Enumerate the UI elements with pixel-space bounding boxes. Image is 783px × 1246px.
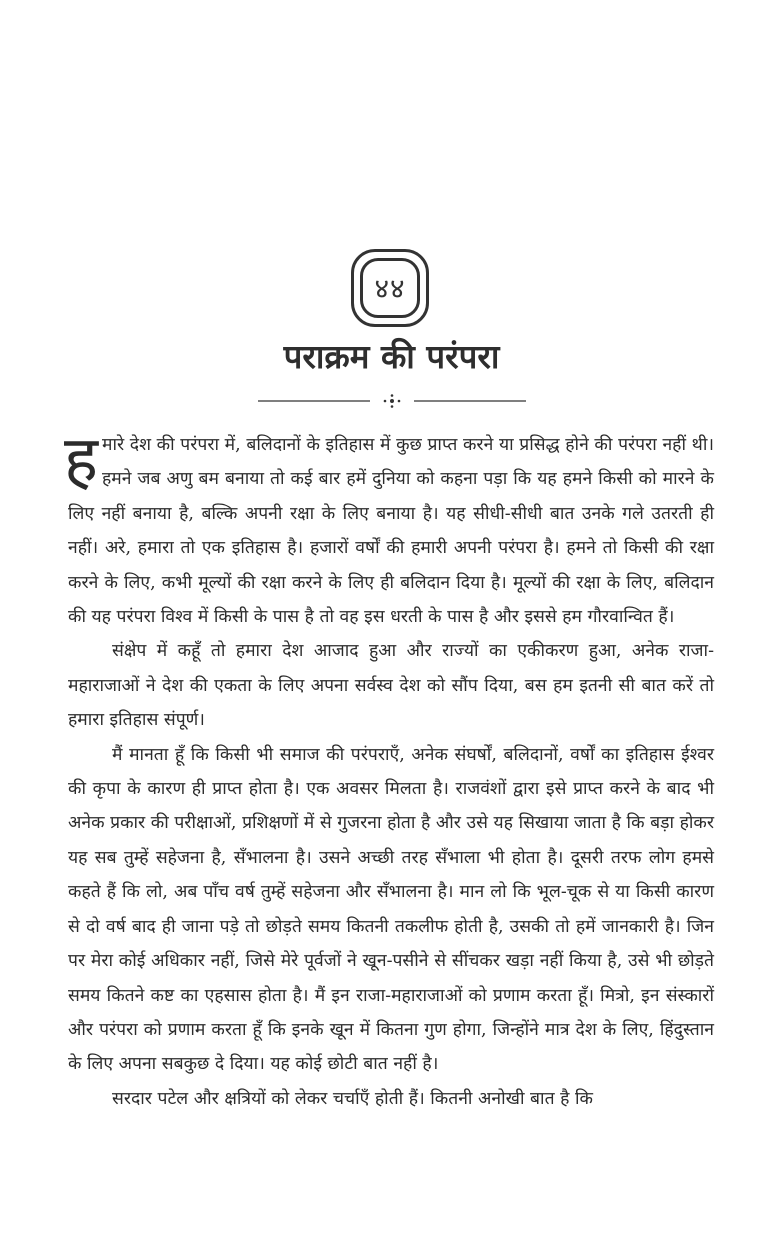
paragraph: संक्षेप में कहूँ तो हमारा देश आजाद हुआ और राज्यों का एकीकरण हुआ, अनेक राजा-महाराजाओं ने देश की एकता के लिए अपना सर्वस्व देश को सौंप दिया, बस हम इतनी सी बात करें तो हमारा इतिहास संपूर्ण। (68, 641, 714, 731)
paragraph-text: मारे देश की परंपरा में, बलिदानों के इतिहास में कुछ प्राप्त करने या प्रसिद्ध होने की परंपरा नहीं थी। हमने जब अणु बम बनाया तो कई बार हमें दुनिया को कहना पड़ा कि यह हमने किसी को मारने के लिए नहीं बनाया है, बल्कि अपनी रक्षा के लिए बनाया है। यह सीधी-सीधी बात उनके गले उतरती ही नहीं। अरे, हमारा तो एक इतिहास है। हजारों वर्षों की हमारी अपनी परंपरा है। हमने तो किसी की रक्षा करने के लिए, कभी मूल्यों की रक्षा करने के लिए ही बलिदान दिया है। मूल्यों की रक्षा के लिए, बलिदान की यह परंपरा विश्व में किसी के पास है तो वह इस धरती के पास है और इससे हम गौरवान्वित हैं। (68, 435, 714, 628)
ornament-divider-icon (258, 393, 526, 409)
chapter-body (64, 423, 714, 1116)
chapter-number-badge (351, 249, 429, 327)
chapter-number: ४४ (360, 258, 420, 318)
drop-cap: ह (64, 423, 98, 497)
paragraph: मैं मानता हूँ कि किसी भी समाज की परंपराएँ, अनेक संघर्षों, बलिदानों, वर्षों का इतिहास ईश्वर की कृपा के कारण ही प्राप्त होता है। एक अवसर मिलता है। राजवंशों द्वारा इसे प्राप्त करने के बाद भी अनेक प्रकार की परीक्षाओं, प्रशिक्षणों में से गुजरना होता है और उसे यह सिखाया जाता है कि बड़ा होकर यह सब तुम्हें सहेजना है, सँभालना है। उसने अच्छी तरह सँभाला भी होता है। दूसरी तरफ लोग हमसे कहते हैं कि लो, अब पाँच वर्ष तुम्हें सहेजना और सँभालना है। मान लो कि भूल-चूक से या किसी कारण से दो वर्ष बाद ही जाना पड़े तो छोड़ते समय कितनी तकलीफ होती है, उसकी तो हमें जानकारी है। जिन पर मेरा कोई अधिकार नहीं, जिसे मेरे पूर्वजों ने खून-पसीने से सींचकर खड़ा नहीं किया है, उसे भी छोड़ते समय कितने कष्ट का एहसास होता है। मैं इन राजा-महाराजाओं को प्रणाम करता हूँ। मित्रो, इन संस्कारों और परंपरा को प्रणाम करता हूँ कि इनके खून में कितना गुण होगा, जिन्होंने मात्र देश के लिए, हिंदुस्तान के लिए अपना सबकुछ दे दिया। यह कोई छोटी बात नहीं है। (68, 744, 714, 1075)
chapter-title: पराक्रम की परंपरा (283, 337, 500, 376)
paragraph: सरदार पटेल और क्षत्रियों को लेकर चर्चाएँ होती हैं। कितनी अनोखी बात है कि (112, 1088, 593, 1109)
paragraph (64, 423, 714, 634)
